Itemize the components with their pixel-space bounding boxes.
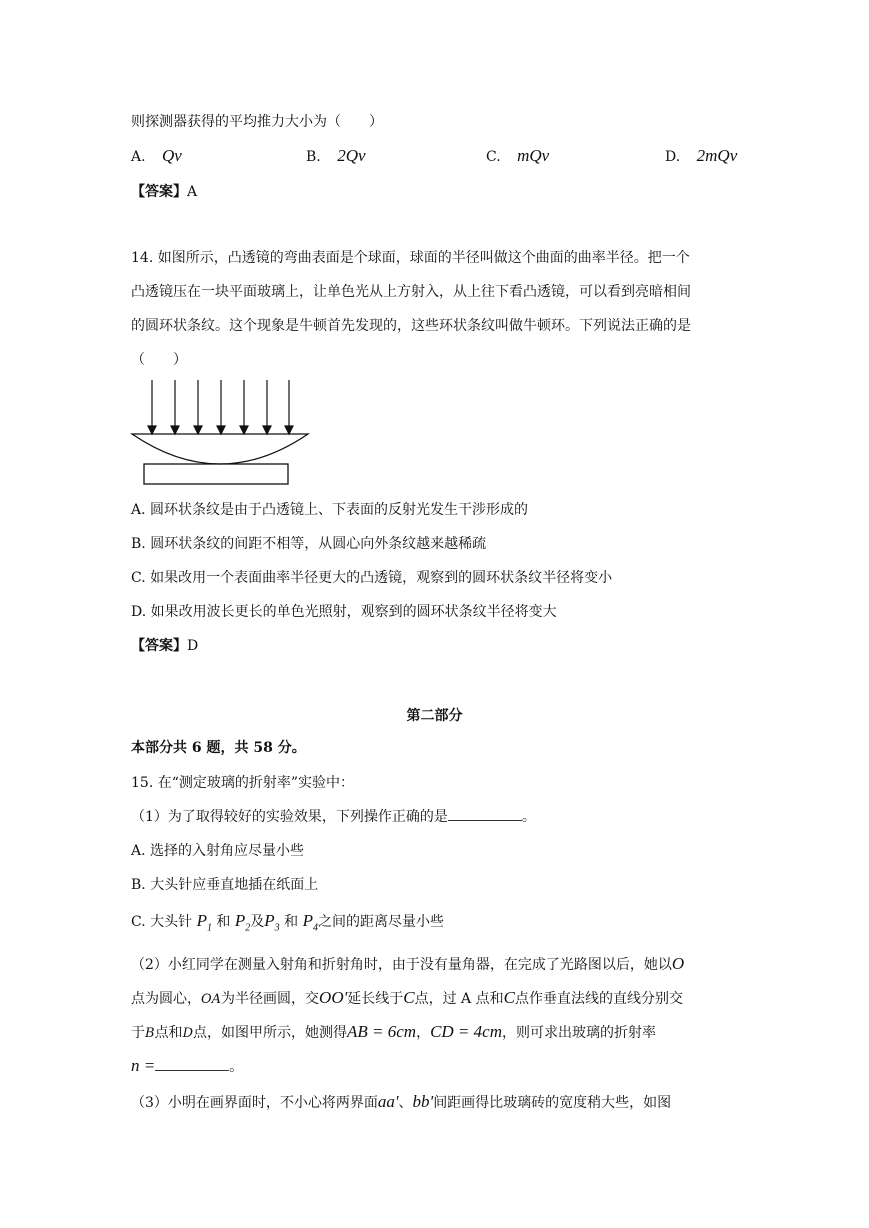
text: 于	[131, 1025, 145, 1041]
q14-line-2: 凸透镜压在一块平面玻璃上，让单色光从上方射入，从上往下看凸透镜，可以看到亮暗相间	[131, 284, 691, 300]
equation-ab: AB = 6cm	[347, 1022, 417, 1041]
q15-part2-line1	[131, 954, 684, 975]
part2-desc: 本部分共 6 题，共 58 分。	[131, 740, 306, 756]
option-expr: 2Qv	[337, 146, 366, 165]
option-expr: mQv	[517, 146, 550, 165]
q14-line-4: （ ）	[131, 352, 187, 368]
q14-option-c[interactable]: C. 如果改用一个表面曲率半径更大的凸透镜，观察到的圆环状条纹半径将变小	[131, 570, 613, 586]
convex-lens	[132, 434, 308, 464]
option-label: D.	[665, 149, 681, 165]
text: 点为圆心，	[131, 991, 201, 1007]
q15-part2-line2	[131, 988, 683, 1010]
text: 、	[398, 1095, 413, 1111]
text: 为半径画圆，交	[221, 991, 320, 1007]
q13-option-b[interactable]	[306, 146, 366, 167]
text: 及	[250, 914, 265, 930]
q14-option-a[interactable]: A. 圆环状条纹是由于凸透镜上、下表面的反射光发生干涉形成的	[131, 502, 529, 518]
symbol-p3: $P_3$	[264, 911, 280, 934]
punct: 。	[229, 1059, 244, 1075]
q15-option-c[interactable]	[131, 911, 444, 938]
q13-stem-tail: 则探测器获得的平均推力大小为（ ）	[131, 114, 383, 130]
q14-option-d[interactable]: D. 如果改用波长更长的单色光照射，观察到的圆环状条纹半径将变大	[131, 604, 557, 620]
text: 和	[216, 914, 231, 930]
text: 点，过 A 点和	[414, 991, 504, 1007]
newton-rings-diagram	[128, 376, 312, 490]
symbol-n: n =	[131, 1056, 156, 1075]
symbol-c: C	[403, 988, 415, 1007]
option-expr: 2mQv	[696, 146, 738, 165]
q15-part1-text: （1）为了取得较好的实验效果，下列操作正确的是	[131, 809, 448, 825]
text: 延长线于	[347, 991, 404, 1007]
text: （2）小红同学在测量入射角和折射角时，由于没有量角器，在完成了光路图以后，她以	[131, 957, 672, 973]
text: 点，如图甲所示，她测得	[193, 1025, 347, 1041]
q15-option-b[interactable]: B. 大头针应垂直地插在纸面上	[131, 877, 319, 893]
punct: 。	[521, 809, 536, 825]
q14-line-1: 14. 如图所示，凸透镜的弯曲表面是个球面，球面的半径叫做这个曲面的曲率半径。把一个	[131, 250, 690, 266]
text: 点作垂直法线的直线分别交	[514, 991, 683, 1007]
symbol-bb-prime: bb'	[412, 1092, 434, 1111]
symbol-b: B	[145, 1026, 155, 1041]
flat-glass-plate	[144, 464, 288, 484]
text: （3）小明在画界面时，不小心将两界面	[131, 1095, 378, 1111]
part2-title: 第二部分	[406, 708, 463, 724]
answer-value: A	[187, 184, 198, 200]
text: 间距画得比玻璃砖的宽度稍大些，如图	[433, 1095, 672, 1111]
q15-part3-line1	[131, 1092, 671, 1113]
q13-answer	[131, 182, 197, 202]
symbol-c: C	[503, 988, 515, 1007]
symbol-aa-prime: aa'	[377, 1092, 399, 1111]
symbol-oa: OA	[201, 992, 222, 1007]
option-label: C.	[486, 149, 501, 165]
equation-cd: CD = 4cm	[430, 1022, 502, 1041]
text: ，	[416, 1025, 431, 1041]
text: 之间的距离尽量小些	[317, 914, 444, 930]
symbol-o: O	[671, 954, 685, 973]
symbol-d: D	[182, 1026, 193, 1041]
q15-part2-line3	[131, 1022, 656, 1044]
q15-part2-line4	[131, 1056, 243, 1077]
q15-intro: 15. 在“测定玻璃的折射率”实验中：	[131, 775, 355, 791]
answer-blank[interactable]	[448, 806, 522, 821]
option-expr: Qv	[162, 146, 182, 165]
text: C. 大头针	[131, 914, 193, 930]
q14-option-b[interactable]: B. 圆环状条纹的间距不相等，从圆心向外条纹越来越稀疏	[131, 536, 487, 552]
option-label: A.	[131, 149, 146, 165]
q14-line-3: 的圆环状条纹。这个现象是牛顿首先发现的，这些环状条纹叫做牛顿环。下列说法正确的是	[131, 318, 691, 334]
q15-option-a[interactable]: A. 选择的入射角应尽量小些	[131, 843, 305, 859]
answer-value: D	[187, 638, 199, 654]
answer-tag: 【答案】	[131, 638, 187, 654]
answer-tag: 【答案】	[131, 184, 187, 200]
answer-blank[interactable]	[155, 1056, 229, 1071]
symbol-oo-prime: OO'	[319, 988, 348, 1007]
symbol-p1: $P_1$	[196, 911, 212, 934]
text: 点和	[154, 1025, 183, 1041]
text: 和	[284, 914, 299, 930]
light-arrows	[148, 380, 293, 434]
symbol-p4: $P_4$	[302, 911, 318, 934]
text: ，则可求出玻璃的折射率	[501, 1025, 656, 1041]
q13-option-c[interactable]	[486, 146, 549, 167]
option-label: B.	[306, 149, 321, 165]
q14-answer	[131, 636, 198, 656]
q13-option-a[interactable]	[131, 146, 182, 167]
q15-part1	[131, 806, 536, 827]
q13-option-d[interactable]	[665, 146, 737, 167]
symbol-p2: $P_2$	[234, 911, 251, 934]
